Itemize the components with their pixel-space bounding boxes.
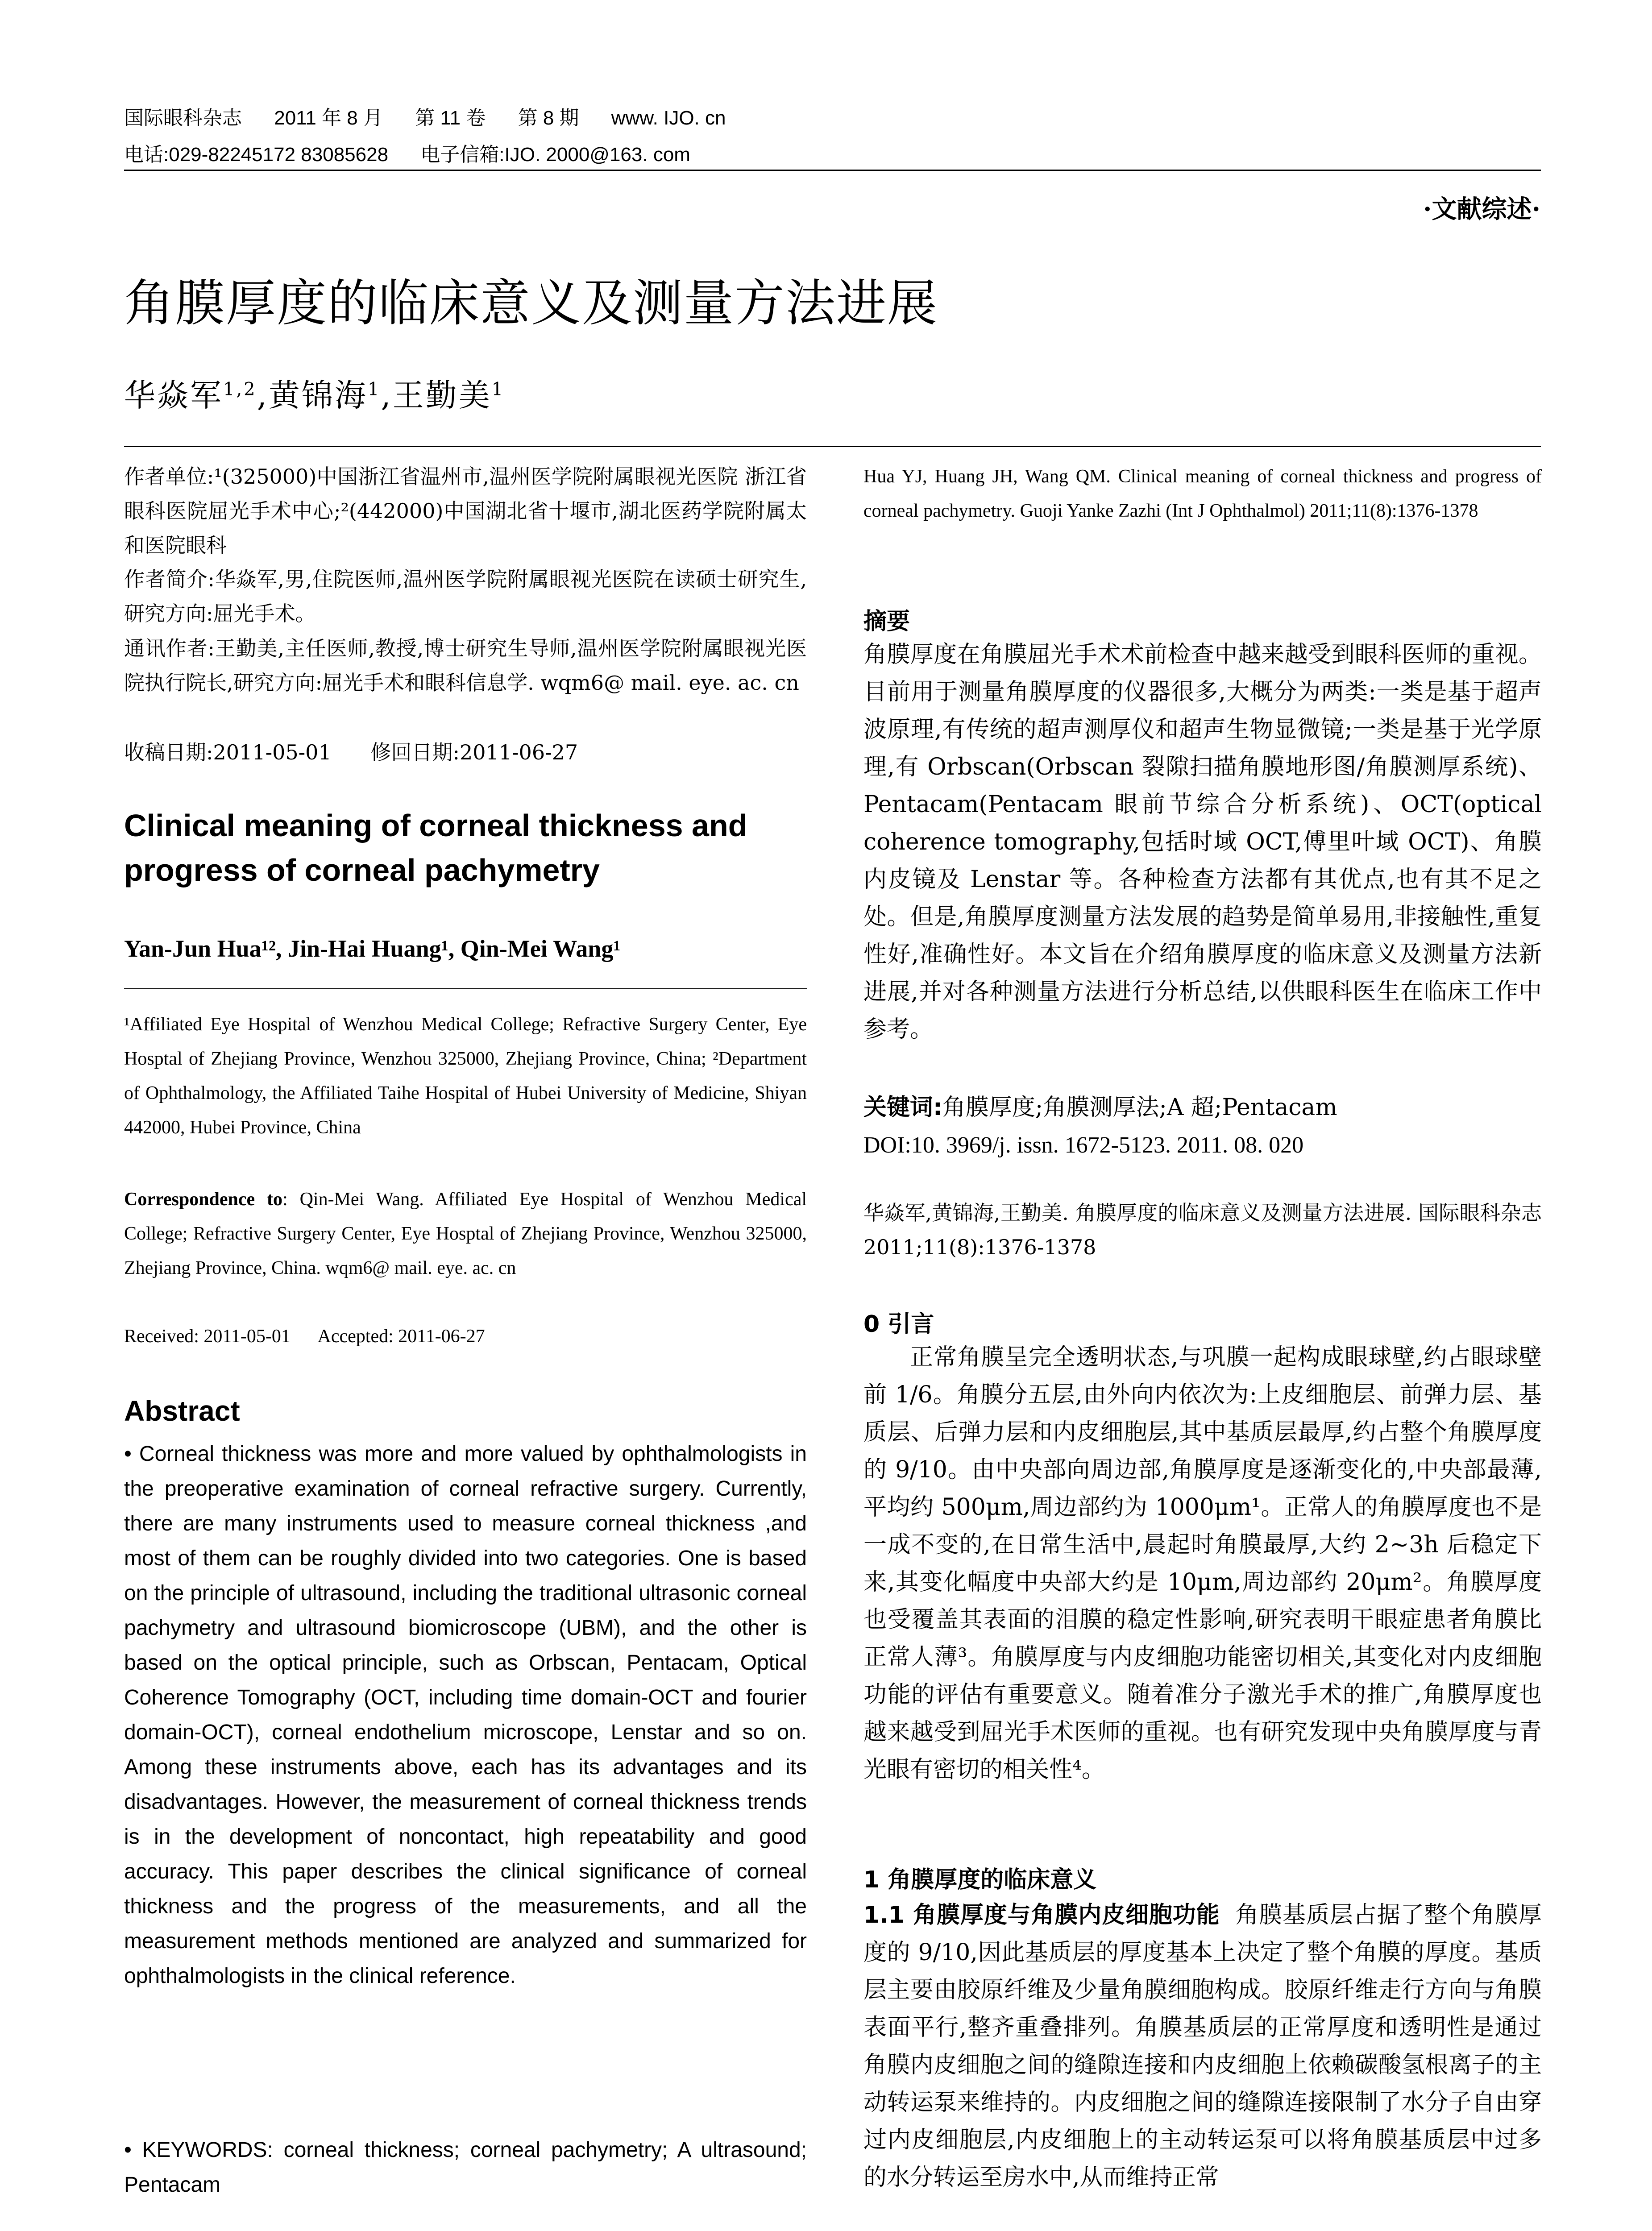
author-3: 王勤美 bbox=[392, 377, 492, 414]
header-rule bbox=[124, 170, 1541, 171]
volume: 第 11 卷 bbox=[415, 107, 486, 129]
running-header-line1 bbox=[124, 102, 752, 130]
summary-heading: 摘要 bbox=[863, 608, 910, 635]
affiliation-cn: 作者单位:¹(325000)中国浙江省温州市,温州医学院附属眼视光医院 浙江省眼科医院屈光手术中心;²(442000)中国湖北省十堰市,湖北医药学院附属太和医院眼科 bbox=[124, 464, 807, 557]
author-1: 华焱军 bbox=[124, 377, 223, 414]
keywords-cn bbox=[863, 1089, 1542, 1126]
citation-cn: 华焱军,黄锦海,王勤美. 角膜厚度的临床意义及测量方法进展. 国际眼科杂志 2011;11(8):1376-1378 bbox=[863, 1201, 1542, 1259]
author-3-affil: 1 bbox=[491, 379, 505, 400]
author-bio-cn: 作者简介:华焱军,男,住院医师,温州医学院附属眼视光医院在读硕士研究生,研究方向:屈光手术。 bbox=[124, 567, 807, 626]
correspondence-en bbox=[124, 1182, 807, 1286]
summary-body: 角膜厚度在角膜屈光手术术前检查中越来越受到眼科医师的重视。目前用于测量角膜厚度的仪器很多,大概分为两类:一类是基于超声波原理,有传统的超声测厚仪和超声生物显微镜;一类是基于光学原理,有 Orbscan(Orbscan 裂隙扫描角膜地形图/角膜测厚系统)、Pentacam(Pentacam 眼前节综合分析系统)、OCT(optical coherence tomography,包括时域 OCT,傅里叶域 OCT)、角膜内皮镜及 Lenstar 等。各种检查方法都有其优点,也有其不足之处。但是,角膜厚度测量方法发展的趋势是简单易用,非接触性,重复性好,准确性好。本文旨在介绍角膜厚度的临床意义及测量方法新进展,并对各种测量方法进行分析总结,以供眼科医生在临床工作中参考。 bbox=[863, 641, 1542, 1043]
phone: 电话:029-82245172 83085628 bbox=[124, 144, 389, 166]
english-authors: Yan-Jun Hua¹², Jin-Hai Huang¹, Qin-Mei Wang¹ bbox=[124, 935, 621, 962]
intro-heading: 0 引言 bbox=[863, 1311, 934, 1338]
dates-cn: 收稿日期:2011-05-01 修回日期:2011-06-27 bbox=[124, 740, 578, 764]
email[interactable]: 电子信箱:IJO. 2000@163. com bbox=[420, 144, 690, 166]
intro-body: 正常角膜呈完全透明状态,与巩膜一起构成眼球壁,约占眼球壁前 1/6。角膜分五层,由外向内依次为:上皮细胞层、前弹力层、基质层、后弹力层和内皮细胞层,其中基质层最厚,约占整个角膜厚度的 9/10。由中央部向周边部,角膜厚度是逐渐变化的,中央部最薄,平均约 500μm,周边部约为 1000μm¹。正常人的角膜厚度也不是一成不变的,在日常生活中,晨起时角膜最厚,大约 2~3h 后稳定下来,其变化幅度中央部大约是 10μm,周边部约 20μm²。角膜厚度也受覆盖其表面的泪膜的稳定性影响,研究表明干眼症患者角膜比正常人薄³。角膜厚度与内皮细胞功能密切相关,其变化对内皮细胞功能的评估有重要意义。随着准分子激光手术的推广,角膜厚度也越来越受到屈光手术医师的重视。也有研究发现中央角膜厚度与青光眼有密切的相关性⁴。 bbox=[863, 1344, 1542, 1783]
running-header-line2 bbox=[124, 138, 717, 167]
issue: 第 8 期 bbox=[518, 107, 579, 129]
section-tag: ·文献综述· bbox=[1423, 195, 1540, 224]
article-title: 角膜厚度的临床意义及测量方法进展 bbox=[124, 274, 938, 332]
abstract-body: • Corneal thickness was more and more valued by ophthalmologists in the preoperative examination of corneal refractive surgery. Currently, there are many instruments used to measure corneal thickness ,and most of them can be roughly divided into two categories. One is based on the principle of ultrasound, including the traditional ultrasonic corneal pachymetry and ultrasound biomicroscope (UBM), and the other is based on the optical principle, such as Orbscan, Pentacam, Optical Coherence Tomography (OCT, including time domain-OCT and fourier domain-OCT), corneal endothelium microscope, Lenstar and so on. Among these instruments above, each has its advantages and its disadvantages. However, the measurement of corneal thickness trends is in the development of noncontact, high repeatability and good accuracy. This paper describes the clinical significance of corneal thickness and the progress of the measurements, and all the measurement methods mentioned are analyzed and summarized for ophthalmologists in the clinical reference. bbox=[124, 1442, 807, 1988]
affiliation-en: ¹Affiliated Eye Hospital of Wenzhou Medical College; Refractive Surgery Center, Eye Hosptal of Zhejiang Province, Wenzhou 325000, Zhejiang Province, China; ²Department of Ophthalmology, the Affiliated Taihe Hospital of Hubei University of Medicine, Shiyan 442000, Hubei Province, China bbox=[124, 1014, 807, 1138]
section-1-1-heading: 1.1 角膜厚度与角膜内皮细胞功能 bbox=[863, 1902, 1220, 1928]
keywords-en: • KEYWORDS: corneal thickness; corneal pachymetry; A ultrasound; Pentacam bbox=[124, 2138, 807, 2197]
keywords-cn-label: 关键词: bbox=[863, 1094, 942, 1121]
section-1-1-body: 角膜基质层占据了整个角膜厚度的 9/10,因此基质层的厚度基本上决定了整个角膜的厚度。基质层主要由胶原纤维及少量角膜细胞构成。胶原纤维走行方向与角膜表面平行,整齐重叠排列。角膜基质层的正常厚度和透明性是通过角膜内皮细胞之间的缝隙连接和内皮细胞上依赖碳酸氢根离子的主动转运泵来维持的。内皮细胞之间的缝隙连接限制了水分子自由穿过内皮细胞层,内皮细胞上的主动转运泵可以将角膜基质层中过多的水分转运至房水中,从而维持正常 bbox=[863, 1902, 1542, 2191]
correspondence-cn: 通讯作者:王勤美,主任医师,教授,博士研究生导师,温州医学院附属眼视光医院执行院长,研究方向:屈光手术和眼科信息学. wqm6@ mail. eye. ac. cn bbox=[124, 636, 807, 695]
author-2-affil: 1 bbox=[367, 379, 381, 400]
issue-date: 2011 年 8 月 bbox=[274, 107, 383, 129]
title-rule bbox=[124, 446, 1541, 447]
dates-en: Received: 2011-05-01 Accepted: 2011-06-27 bbox=[124, 1326, 485, 1347]
keywords-cn-text: 角膜厚度;角膜测厚法;A 超;Pentacam bbox=[942, 1094, 1337, 1121]
journal-url[interactable]: www. IJO. cn bbox=[611, 107, 726, 129]
authors-rule bbox=[124, 988, 807, 989]
author-list: 华焱军$^{1,2}$,黄锦海$^1$,王勤美$^1$ bbox=[124, 377, 505, 414]
section-1-heading: 1 角膜厚度的临床意义 bbox=[863, 1866, 1097, 1893]
citation-en: Hua YJ, Huang JH, Wang QM. Clinical meaning of corneal thickness and progress of corneal pachymetry. Guoji Yanke Zazhi (Int J Ophthalmol) 2011;11(8):1376-1378 bbox=[863, 466, 1542, 521]
abstract-heading: Abstract bbox=[124, 1395, 240, 1427]
section-1-1 bbox=[863, 1896, 1542, 2196]
doi[interactable]: DOI:10. 3969/j. issn. 1672-5123. 2011. 08. 020 bbox=[863, 1132, 1304, 1158]
correspondence-label: Correspondence to bbox=[124, 1189, 283, 1210]
correspondence-text: : Qin-Mei Wang. Affiliated Eye Hospital of Wenzhou Medical College; Refractive Surgery Center, Eye Hosptal of Zhejiang Province, Wenzhou 325000, Zhejiang Province, China. wqm6@ mail. eye. ac. cn bbox=[124, 1189, 807, 1278]
author-1-affil: 1,2 bbox=[223, 379, 257, 400]
journal-name: 国际眼科杂志 bbox=[124, 107, 242, 129]
author-2: 黄锦海 bbox=[268, 377, 368, 414]
english-title: Clinical meaning of corneal thickness and progress of corneal pachymetry bbox=[124, 808, 747, 887]
